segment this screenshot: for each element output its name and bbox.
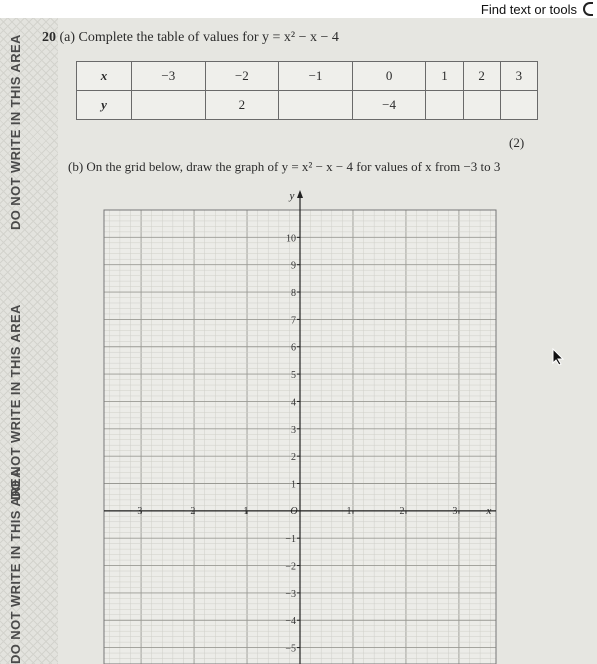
table-cell: 3 (500, 62, 537, 91)
question-number: 20 (42, 30, 56, 45)
table-cell: 1 (426, 62, 463, 91)
table-row-y (77, 91, 538, 120)
find-text-label: Find text or tools (480, 1, 577, 17)
table-cell[interactable] (463, 91, 500, 120)
x-tick-label: 3 (452, 505, 458, 517)
y-tick-label: 5 (291, 370, 296, 382)
table-row-x (77, 62, 538, 91)
table-header-x: x (77, 62, 132, 91)
x-tick-label: 1 (346, 505, 352, 517)
table-cell: −3 (132, 62, 206, 91)
values-table (76, 61, 538, 120)
y-tick-label: 2 (291, 452, 296, 464)
graph-grid[interactable] (100, 186, 498, 664)
marks-label: (2) (509, 135, 525, 150)
table-cell[interactable]: 2 (205, 91, 279, 120)
toolbar (0, 0, 597, 18)
y-tick-label: 1 (291, 479, 296, 491)
table-cell: −2 (205, 62, 279, 91)
table-cell: 0 (352, 62, 426, 91)
x-tick-label: −2 (184, 505, 196, 517)
y-tick-label: 3 (291, 424, 296, 436)
search-icon (583, 2, 593, 16)
table-cell[interactable] (279, 91, 353, 120)
table-cell[interactable] (426, 91, 463, 120)
table-header-y: y (77, 91, 132, 120)
y-tick-label: −4 (285, 616, 296, 628)
y-tick-label: −3 (285, 588, 296, 600)
table-cell[interactable] (132, 91, 206, 120)
table-cell: −1 (279, 62, 353, 91)
margin-warning-1: DO NOT WRITE IN THIS AREA (8, 34, 23, 230)
x-tick-label: −3 (131, 505, 143, 517)
y-axis-arrow (297, 190, 303, 198)
x-axis-label: x (486, 504, 492, 517)
y-tick-label: 6 (291, 342, 296, 354)
margin-warning-2: DO NOT WRITE IN THIS AREA (8, 304, 23, 500)
y-tick-label: 10 (286, 233, 296, 245)
y-tick-label: −2 (285, 561, 296, 573)
question-b-text: (b) On the grid below, draw the graph of y = x² − x − 4 for values of x from −3 to 3 (68, 159, 501, 174)
table-cell[interactable]: −4 (352, 91, 426, 120)
cursor-arrow-icon (551, 348, 565, 366)
y-tick-label: 4 (291, 397, 296, 409)
y-tick-label: 9 (291, 260, 296, 272)
origin-label: O (290, 505, 298, 517)
margin-warning-3: DO NOT WRITE IN THIS AREA (8, 468, 23, 664)
y-axis-label: y (289, 190, 295, 202)
y-tick-label: −5 (285, 643, 296, 655)
find-text-button[interactable] (481, 0, 597, 18)
x-tick-label: −1 (237, 505, 249, 517)
y-tick-label: −1 (285, 534, 296, 546)
question-a-text: (a) Complete the table of values for y = x² − x − 4 (59, 30, 339, 45)
y-tick-label: 8 (291, 288, 296, 300)
y-tick-label: 7 (291, 315, 296, 327)
table-cell[interactable] (500, 91, 537, 120)
x-tick-label: 2 (399, 505, 405, 517)
table-cell: 2 (463, 62, 500, 91)
question-a (42, 30, 339, 46)
